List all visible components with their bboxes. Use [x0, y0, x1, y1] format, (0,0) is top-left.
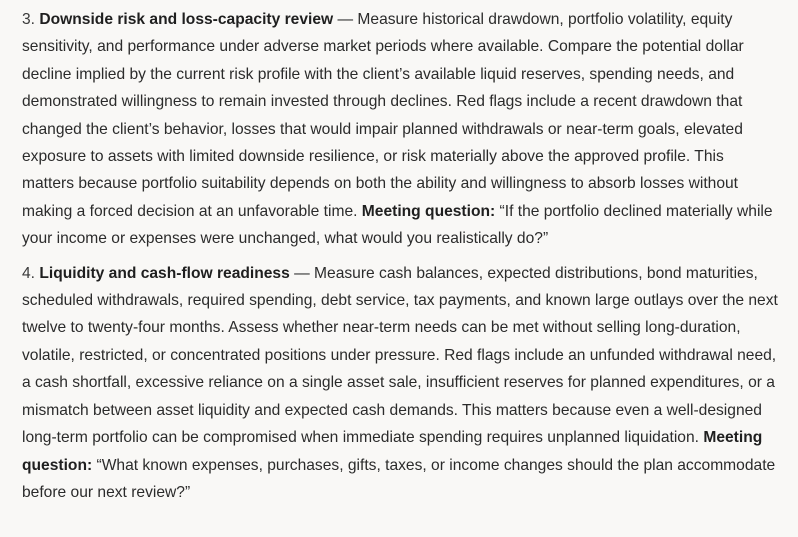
list-item-downside-risk — [22, 6, 778, 253]
item-heading: Liquidity and cash-flow readiness — [39, 264, 290, 282]
item-number: 3. — [22, 11, 36, 28]
meeting-question-text: “If the portfolio declined materially while your income or expenses were unchanged, what would you realistically do?” — [22, 202, 773, 248]
item-body: — Measure cash balances, expected distributions, bond maturities, scheduled withdrawals, required spending, debt service, tax payments, and known large outlays over the next twelve to twenty-four months. Assess whether near-term needs can be met without selling long-duration, volatile, restricted, or concentrated positions under pressure. Red flags include an unfunded withdrawal need, a cash shortfall, excessive reliance on a single asset sale, insufficient reserves for planned expenditures, or a mismatch between asset liquidity and expected cash demands. This matters because even a well-designed long-term portfolio can be compromised when immediate spending requires unplanned liquidation. — [22, 264, 778, 447]
item-body: — Measure historical drawdown, portfolio volatility, equity sensitivity, and performance under adverse market periods where available. Compare the potential dollar decline implied by the current risk profile with the client’s available liquid reserves, spending needs, and demonstrated willingness to remain invested through declines. Red flags include a recent drawdown that changed the client’s behavior, losses that would impair planned withdrawals or near-term goals, elevated exposure to assets with limited downside resilience, or risk materially above the approved profile. This matters because portfolio suitability depends on both the ability and willingness to absorb losses without making a forced decision at an unfavorable time. — [22, 11, 744, 220]
item-number: 4. — [22, 264, 36, 282]
item-heading: Downside risk and loss-capacity review — [39, 11, 334, 28]
meeting-question-label: Meeting question: — [22, 429, 763, 474]
meeting-question-label: Meeting question: — [361, 202, 496, 220]
list-item-liquidity — [22, 260, 778, 507]
meeting-question-text: “What known expenses, purchases, gifts, taxes, or income changes should the plan accommodate before our next review?” — [22, 456, 776, 501]
